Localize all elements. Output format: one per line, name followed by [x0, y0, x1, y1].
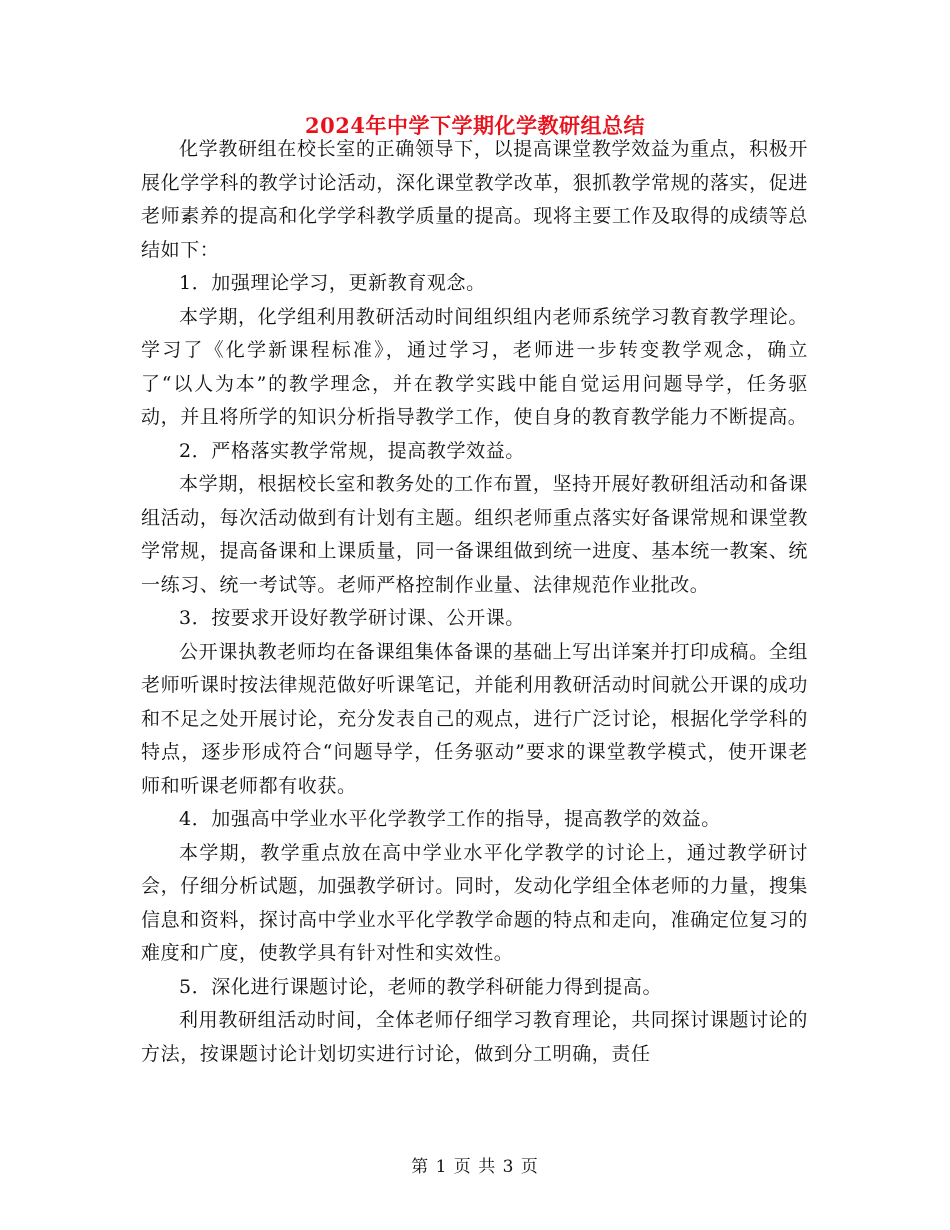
- section-heading-5: 5．深化进行课题讨论，老师的教学科研能力得到提高。: [179, 975, 663, 998]
- paragraph-section-3: 公开课执教老师均在备课组集体备课的基础上写出详案并打印成稿。全组老师听课时按法律规范做好听课笔记，并能利用教研活动时间就公开课的成功和不足之处开展讨论，充分发表自己的观点，进行广泛讨论，根据化学学科的特点，逐步形成符合“问题导学，任务驱动”要求的课堂教学模式，使开课老师和听课老师都有收获。: [141, 640, 808, 797]
- paragraph-intro: 化学教研组在校长室的正确领导下，以提高课堂教学效益为重点，积极开展化学学科的教学讨论活动，深化课堂教学改革，狠抓教学常规的落实，促进老师素养的提高和化学学科教学质量的提高。现将主要工作及取得的成绩等总结如下：: [141, 138, 808, 261]
- document-body: [141, 133, 808, 1071]
- paragraph-section-4: 本学期，教学重点放在高中学业水平化学教学的讨论上，通过教学研讨会，仔细分析试题，加强教学研讨。同时，发动化学组全体老师的力量，搜集信息和资料，探讨高中学业水平化学教学命题的特点和走向，准确定位复习的难度和广度，使教学具有针对性和实效性。: [141, 841, 808, 964]
- document-title: 2024年中学下学期化学教研组总结: [305, 113, 645, 138]
- paragraph-section-1: 本学期，化学组利用教研活动时间组织组内老师系统学习教育教学理论。学习了《化学新课程标准》，通过学习，老师进一步转变教学观念，确立了“以人为本”的教学理念，并在教学实践中能自觉运用问题导学，任务驱动，并且将所学的知识分析指导教学工作，使自身的教育教学能力不断提高。: [141, 305, 808, 428]
- paragraph-section-2: 本学期，根据校长室和教务处的工作布置，坚持开展好教研组活动和备课组活动，每次活动做到有计划有主题。组织老师重点落实好备课常规和课堂教学常规，提高备课和上课质量，同一备课组做到统一进度、基本统一教案、统一练习、统一考试等。老师严格控制作业量、法律规范作业批改。: [141, 473, 808, 596]
- section-heading-3: 3．按要求开设好教学研讨课、公开课。: [179, 607, 525, 629]
- paragraph-section-5: 利用教研组活动时间，全体老师仔细学习教育理论，共同探讨课题讨论的方法，按课题讨论计划切实进行讨论，做到分工明确，责任: [141, 1009, 808, 1065]
- section-heading-4: 4．加强高中学业水平化学教学工作的指导，提高教学的效益。: [179, 808, 721, 830]
- page-number-footer: 第 1 页 共 3 页: [411, 1157, 539, 1177]
- section-heading-1: 1．加强理论学习，更新教育观念。: [179, 272, 486, 294]
- section-heading-2: 2．严格落实教学常规，提高教学效益。: [179, 439, 525, 462]
